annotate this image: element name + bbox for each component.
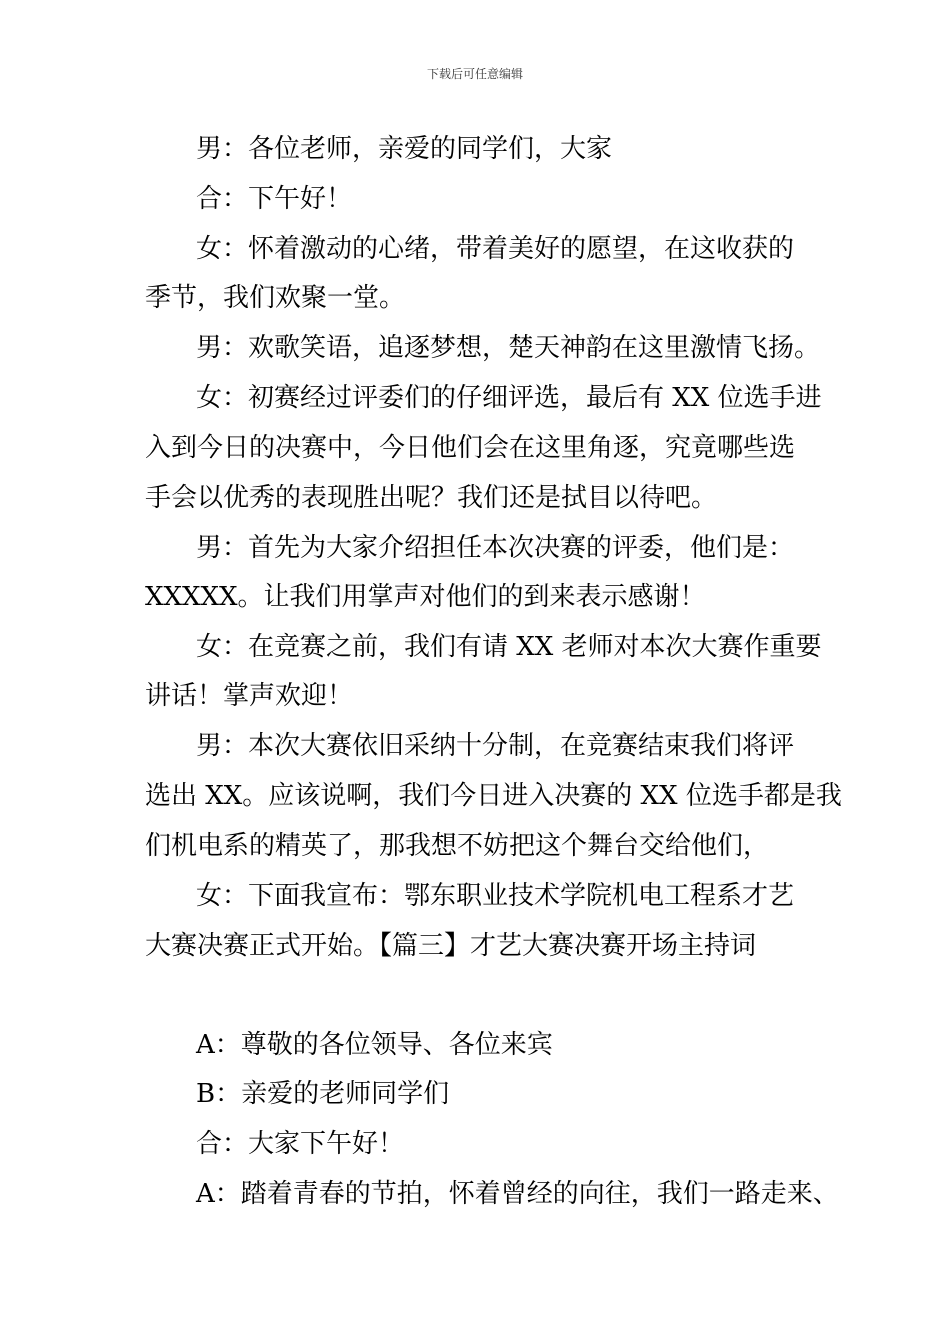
text-line: 男：各位老师，亲爱的同学们，大家	[196, 134, 613, 164]
page-header: 下载后可任意编辑	[426, 67, 523, 81]
text-line: XXXXX。让我们用掌声对他们的到来表示感谢！	[145, 582, 706, 612]
text-line: 女：怀着激动的心绪，带着美好的愿望，在这收获的	[196, 234, 795, 264]
text-line: 们机电系的精英了，那我想不妨把这个舞台交给他们，	[145, 831, 770, 861]
text-line: 选出 XX。应该说啊，我们今日进入决赛的 XX 位选手都是我	[145, 781, 842, 811]
text-line: 季节，我们欢聚一堂。	[145, 283, 406, 313]
text-line: 手会以优秀的表现胜出呢？我们还是拭目以待吧。	[145, 483, 718, 513]
text-line: A：踏着青春的节拍，怀着曾经的向往，我们一路走来、	[196, 1179, 839, 1209]
text-line: 入到今日的决赛中，今日他们会在这里角逐，究竟哪些选	[145, 433, 796, 463]
text-line: 男：本次大赛依旧采纳十分制，在竞赛结束我们将评	[196, 731, 795, 761]
text-line: 合：大家下午好！	[196, 1129, 405, 1159]
text-line: A：尊敬的各位领导、各位来宾	[196, 1030, 553, 1060]
text-line: 女：下面我宣布：鄂东职业技术学院机电工程系才艺	[196, 881, 795, 911]
text-line: 女：初赛经过评委们的仔细评选，最后有 XX 位选手进	[196, 383, 822, 413]
text-line: 男：首先为大家介绍担任本次决赛的评委，他们是：	[196, 533, 795, 563]
text-line: 讲话！掌声欢迎！	[145, 681, 354, 711]
text-line: 合：下午好！	[196, 184, 353, 214]
text-line: B：亲爱的老师同学们	[196, 1079, 450, 1109]
text-line: 男：欢歌笑语，追逐梦想，楚天神韵在这里激情飞扬。	[196, 333, 821, 363]
text-line: 大赛决赛正式开始。【篇三】才艺大赛决赛开场主持词	[145, 931, 757, 961]
text-line: 女：在竞赛之前，我们有请 XX 老师对本次大赛作重要	[196, 632, 822, 662]
